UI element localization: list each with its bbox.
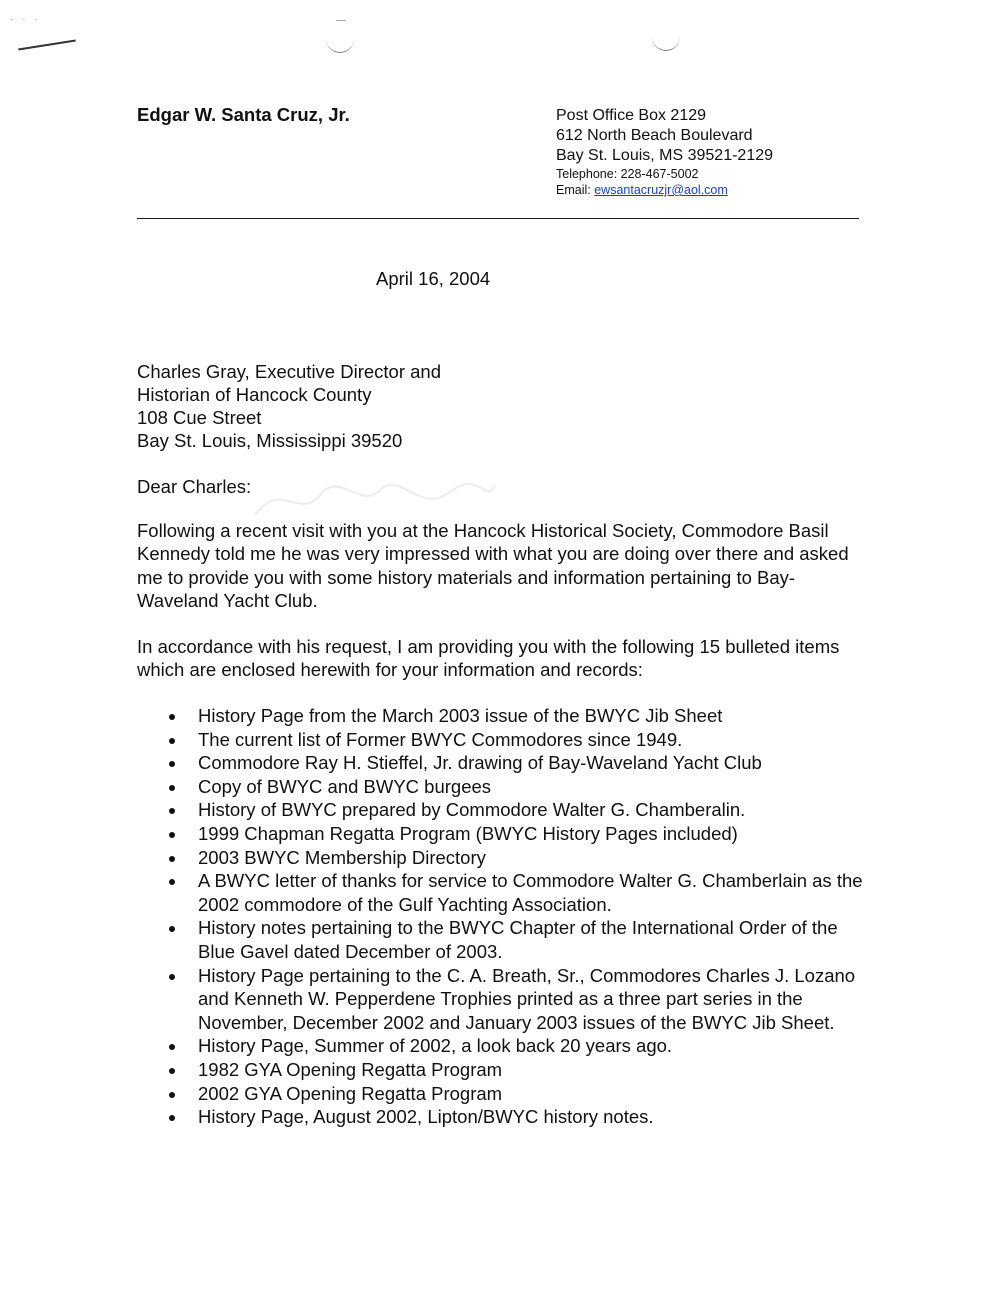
telephone: Telephone: 228-467-5002 bbox=[556, 167, 699, 181]
list-item bbox=[137, 728, 867, 752]
list-item bbox=[137, 869, 867, 916]
body-paragraph-1: Following a recent visit with you at the Hancock Historical Society, Commodore Basil Kennedy told me he was very impressed with what you are doing over there and asked me to provide you with some history materials and information pertaining to Bay-Waveland Yacht Club. bbox=[137, 520, 849, 611]
scan-tick-mark bbox=[336, 20, 346, 21]
bullet-icon bbox=[169, 714, 175, 720]
bullet-icon bbox=[169, 1044, 175, 1050]
list-item-text: 1982 GYA Opening Regatta Program bbox=[198, 1058, 503, 1080]
list-item-text: 2002 GYA Opening Regatta Program bbox=[198, 1082, 503, 1104]
list-item bbox=[137, 751, 867, 775]
bullet-icon bbox=[169, 974, 175, 980]
scan-speck-marks: · · · bbox=[10, 14, 41, 25]
list-item-text: History Page from the March 2003 issue of the BWYC Jib Sheet bbox=[198, 705, 723, 726]
bullet-icon bbox=[169, 785, 175, 791]
list-item bbox=[137, 1082, 867, 1106]
bullet-icon bbox=[169, 808, 175, 814]
bullet-icon bbox=[169, 738, 175, 744]
bullet-icon bbox=[169, 926, 175, 932]
list-item-text: 2003 BWYC Membership Directory bbox=[198, 846, 486, 868]
bullet-icon bbox=[169, 1115, 175, 1121]
list-item bbox=[137, 822, 867, 846]
header-divider bbox=[137, 218, 859, 219]
recipient-line-2: Historian of Hancock County bbox=[137, 384, 372, 405]
enclosure-list bbox=[137, 704, 867, 1129]
sender-address-block bbox=[556, 106, 856, 198]
sender-name: Edgar W. Santa Cruz, Jr. bbox=[137, 104, 350, 125]
list-item-text: History of BWYC prepared by Commodore Walter G. Chamberalin. bbox=[198, 799, 746, 821]
punch-hole-right bbox=[652, 32, 680, 51]
list-item bbox=[137, 964, 867, 1035]
list-item bbox=[137, 1105, 867, 1129]
bullet-icon bbox=[169, 761, 175, 767]
salutation: Dear Charles: bbox=[137, 476, 252, 497]
email-line bbox=[556, 182, 856, 198]
list-item bbox=[137, 1058, 867, 1082]
list-item-text: Commodore Ray H. Stieffel, Jr. drawing of Bay-Waveland Yacht Club bbox=[198, 752, 762, 774]
bullet-icon bbox=[169, 879, 175, 885]
bullet-icon bbox=[169, 832, 175, 838]
list-item-text: History Page, August 2002, Lipton/BWYC history notes. bbox=[198, 1106, 654, 1128]
list-item bbox=[137, 1034, 867, 1058]
list-item-text: A BWYC letter of thanks for service to Commodore Walter G. Chamberlain as the 2002 commodore of the Gulf Yachting Association. bbox=[198, 870, 863, 915]
list-item-text: History notes pertaining to the BWYC Chapter of the International Order of the Blue Gavel dated December of 2003. bbox=[198, 917, 838, 962]
list-item bbox=[137, 704, 867, 728]
bullet-icon bbox=[169, 1092, 175, 1098]
list-item-text: 1999 Chapman Regatta Program (BWYC History Pages included) bbox=[198, 822, 738, 844]
recipient-address bbox=[137, 360, 441, 452]
body-paragraph-2: In accordance with his request, I am providing you with the following 15 bulleted items which are enclosed herewith for your information and records: bbox=[137, 636, 840, 681]
bullet-icon bbox=[169, 856, 175, 862]
list-item-text: History Page, Summer of 2002, a look back 20 years ago. bbox=[198, 1035, 673, 1057]
recipient-line-3: 108 Cue Street bbox=[137, 407, 262, 428]
list-item bbox=[137, 798, 867, 822]
punch-hole-left bbox=[326, 34, 354, 53]
email-link[interactable]: ewsantacruzjr@aol.com bbox=[594, 183, 728, 197]
bullet-icon bbox=[169, 1068, 175, 1074]
street-address: 612 North Beach Boulevard bbox=[556, 127, 753, 144]
list-item-text: Copy of BWYC and BWYC burgees bbox=[198, 775, 492, 797]
recipient-line-1: Charles Gray, Executive Director and bbox=[137, 361, 441, 382]
list-item-text: The current list of Former BWYC Commodores since 1949. bbox=[198, 728, 683, 750]
city-state-zip: Bay St. Louis, MS 39521-2129 bbox=[556, 147, 774, 164]
list-item bbox=[137, 775, 867, 799]
email-label: Email: bbox=[556, 183, 591, 197]
letter-date: April 16, 2004 bbox=[376, 268, 491, 289]
pen-stroke-mark bbox=[18, 39, 76, 50]
recipient-line-4: Bay St. Louis, Mississippi 39520 bbox=[137, 430, 403, 451]
po-box: Post Office Box 2129 bbox=[556, 107, 707, 124]
list-item bbox=[137, 846, 867, 870]
list-item bbox=[137, 916, 867, 963]
list-item-text: History Page pertaining to the C. A. Breath, Sr., Commodores Charles J. Lozano and Kenneth W. Pepperdene Trophies printed as a three part series in the November, December 2002 and January 2003 issues of the BWYC Jib Sheet. bbox=[198, 964, 856, 1033]
